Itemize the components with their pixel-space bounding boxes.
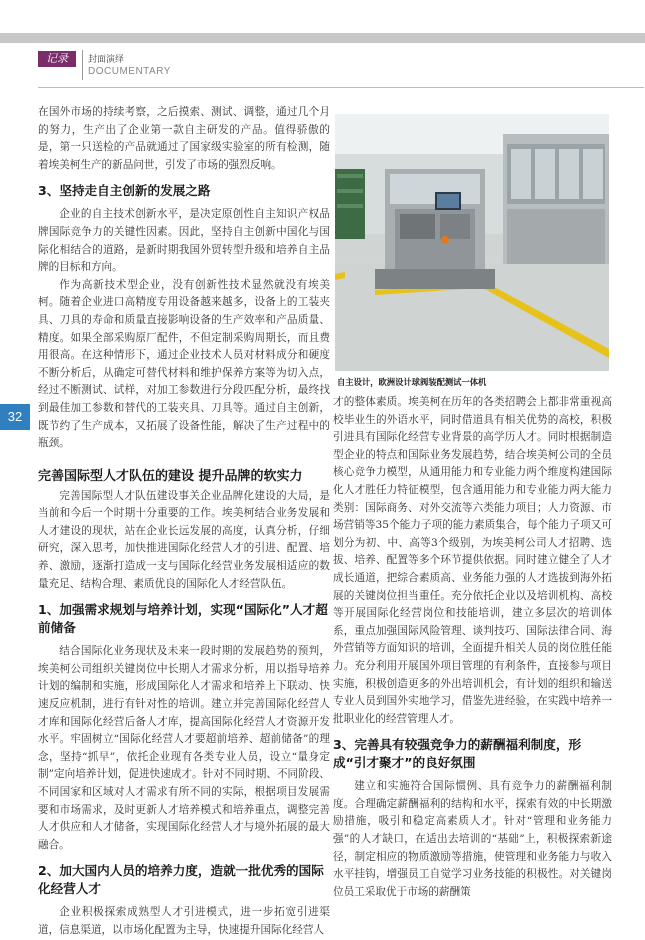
body-paragraph: 建立和实施符合国际惯例、具有竞争力的薪酬福利制度。合理确定薪酬福利的结构和水平，探索有效的中长期激励措施，吸引和稳定高素质人才。针对“管理和业务能力强”的人才缺口，在适出去培训的“基础”上，积极探索新途径，制定相应的物质激励等措施，使管理和业务能力与收入水平挂钩，增强员工自觉学习业务技能的积极性。对关键岗位员工采取优于市场的薪酬策 bbox=[333, 780, 612, 898]
article-right-column bbox=[333, 394, 612, 901]
intro-paragraph: 在国外市场的持续考察，之后摸索、测试、调整，通过几个月的努力，生产出了企业第一款自主研发的产品。值得骄傲的是，第一只送检的产品就通过了国家级实验室的所有检测，随着埃美柯生产的新品问世，引发了市场的强烈反响。 bbox=[38, 106, 330, 171]
page-number: 32 bbox=[7, 409, 23, 424]
section-title-en: DOCUMENTARY bbox=[88, 66, 171, 77]
body-paragraph: 才的整体素质。埃美柯在历年的各类招聘会上都非常重视高校毕业生的外语水平，同时借道具有相关优势的高校，积极引进具有国际化经营专业背景的高学历人才。同时根据制造型企业的特点和国际业务发展趋势，结合埃美柯公司的全员核心竞争力模型，从通用能力和专业能力两个维度构建国际化人才胜任力特征模型，包含通用能力和专业能力两大能力类别：国际商务、对外交流等六类能力项目；人力资源、市场营销等35个能力子项的能力素质集合，每个能力子项又可划分为初、中、高等3个级别，为埃美柯公司人才招聘、选拔、培养、配置等多个环节提供依据。同时建立健全了人才成长通道，把综合素质高、业务能力强的人才选拔到海外拓展的关键岗位担当重任。充分依托企业以及培训机构、高校等开展国际化经营岗位和技能培训，建立多层次的培训体系，重点加强国际风险管理、谈判技巧、国际法律合同、海外营销等方面知识的培训，全面提升相关人员的岗位胜任能力。充分利用开展国外项目管理的有利条件，直接参与项目实施，积极创造更多的外出培训机会，有计划的组织和输送专业人员到国外实地学习，借鉴先进经验，在实践中培养一批职业化的经营管理人才。 bbox=[333, 396, 612, 725]
header-divider bbox=[82, 50, 83, 80]
body-paragraph: 作为高新技术型企业，没有创新性技术显然就没有埃美柯。随着企业进口高精度专用设备越来越多，设备上的工装夹具、刀具的寿命和质量直接影响设备的生产效率和产品质量、精度。如果全部采购原厂配件，不但定制采购周期长，而且费用很高。在这种情形下，通过企业技术人员对材料成分和硬度不断分析后，从确定可替代材料和维护保养方案等为切入点，经过不断测试、试样，对加工参数进行分段匹配分析，最终找到最佳加工参数和替代的工装夹具、刀具等。通过自主创新，既节约了生产成本，又拓展了设备性能，解决了生产过程中的瓶颈。 bbox=[38, 278, 330, 450]
chapter-heading-talent: 完善国际型人才队伍的建设 提升品牌的软实力 bbox=[38, 468, 303, 484]
machine-illustration bbox=[335, 114, 609, 371]
body-paragraph: 企业积极探索成熟型人才引进模式，进一步拓宽引进渠道，信息渠道，以市场化配置为主导，快速提升国际化经营人 bbox=[38, 906, 330, 936]
header-bar bbox=[0, 33, 645, 43]
section-title-cn: 封面演绎 bbox=[88, 55, 125, 65]
body-paragraph: 结合国际化业务现状及未来一段时期的发展趋势的预判，埃美柯公司组织关键岗位中长期人才需求分析，用以指导培养计划的编制和实施，形成国际化人才需求和培养上下联动、快速反应机制，进行有针对性的培训。建立并完善国际化经营人才库和国际化经营后备人才库，提高国际化经营人才资源开发水平。牢固树立“国际化经营人才要超前培养、超前储备”的理念，坚持“抓早”，依托企业现有各类专业人员，设立“量身定制”定向培养计划，促进快速成才。针对不同时期、不同阶段、不同国家和区域对人才需求有所不同的实际，根据项目发展需要和市场需求，及时更新人才培养模式和培养重点，调整完善人才供应和人才储备，实现国际化经营人才与境外拓展的最大融合。 bbox=[38, 645, 330, 851]
section-heading-innovation: 3、坚持走自主创新的发展之路 bbox=[38, 183, 211, 199]
photo-caption: 自主设计，欧洲设计球阀装配测试一体机 bbox=[337, 377, 487, 387]
factory-machine-photo bbox=[335, 114, 609, 371]
section-heading-compensation: 3、完善具有较强竞争力的薪酬福利制度，形成“引才聚才”的良好氛围 bbox=[333, 737, 582, 771]
section-heading-training: 2、加大国内人员的培养力度，造就一批优秀的国际化经营人才 bbox=[38, 863, 324, 897]
body-paragraph: 企业的自主技术创新水平，是决定原创性自主知识产权品牌国际竞争力的关键性因素。因此，坚持自主创新中国化与国际化相结合的道路，是新时期我国外贸转型升级和培养自主品牌的目标和方向。 bbox=[38, 208, 330, 274]
section-heading-planning: 1、加强需求规划与培养计划，实现“国际化”人才超前储备 bbox=[38, 602, 328, 636]
body-paragraph: 完善国际型人才队伍建设事关企业品牌化建设的大局，是当前和今后一个时期十分重要的工作。埃美柯结合业务发展和人才建设的现状，站在企业长远发展的高度，认真分析，仔细研究，深入思考，加快推进国际化经营人才的引进、配置、培养、激励，逐渐打造成一支与国际化经营业务发展相适应的数量充足、结构合理、素质优良的国际化人才经营队伍。 bbox=[38, 489, 330, 590]
header-rule bbox=[38, 87, 644, 88]
article-left-column bbox=[38, 104, 330, 940]
section-logo: 记录 bbox=[38, 51, 76, 67]
